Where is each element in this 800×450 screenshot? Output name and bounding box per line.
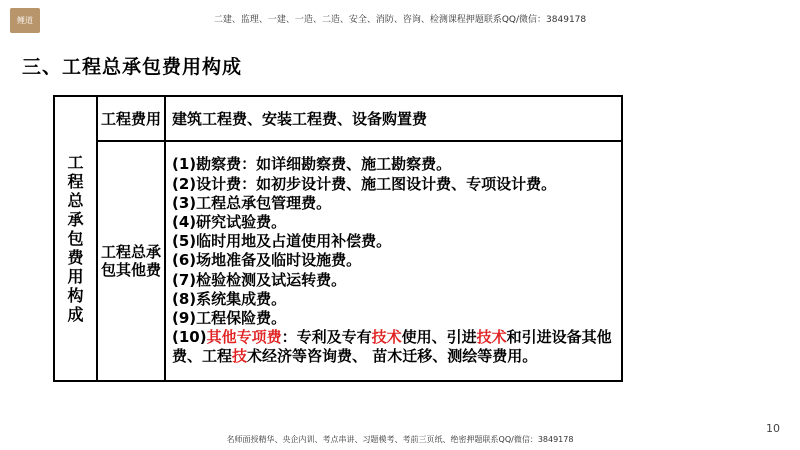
other-fee-content — [165, 141, 622, 381]
list-item: (7)检验检测及试运转费。 — [172, 270, 347, 289]
item10-highlight: 其他专项费 — [206, 328, 282, 347]
top-banner-text: 二建、监理、一建、一造、二造、安全、消防、咨询、检测课程押题联系QQ/微信：3849178 — [213, 15, 587, 25]
item10-prefix: (10) — [172, 328, 207, 347]
vertical-header-char: 工 — [67, 153, 84, 172]
vertical-header-char: 用 — [67, 267, 84, 286]
list-item: (5)临时用地及占道使用补偿费。 — [172, 232, 392, 251]
engineering-fee-content: 建筑工程费、安装工程费、设备购置费 — [165, 96, 622, 141]
list-item: (3)工程总承包管理费。 — [172, 193, 332, 212]
logo: 鲤道 — [10, 8, 40, 33]
list-item: (1)勘察费：如详细勘察费、施工勘察费。 — [172, 155, 452, 174]
vertical-header-char: 费 — [67, 248, 84, 267]
cost-composition-table — [53, 95, 623, 382]
list-item: (4)研究试验费。 — [172, 212, 287, 231]
item10-part2: 使用、引进 — [401, 328, 477, 347]
vertical-header-char: 程 — [67, 172, 84, 191]
table-row-other-fee — [54, 141, 622, 381]
item10-part3: 和引进设备其他费、工程 — [172, 328, 612, 366]
vertical-header-char: 成 — [67, 305, 84, 324]
category-engineering-fee: 工程费用 — [97, 96, 165, 141]
list-item: (8)系统集成费。 — [172, 289, 287, 308]
bottom-banner-text: 名师面授精华、央企内训、考点串讲、习题模考、考前三页纸、绝密押题联系QQ/微信：3849178 — [226, 435, 574, 444]
vertical-header-char: 承 — [67, 210, 84, 229]
category-other-fee: 工程总承包其他费 — [97, 141, 165, 381]
item10-part1: ：专利及专有 — [281, 328, 372, 347]
list-item: (2)设计费：如初步设计费、施工图设计费、专项设计费。 — [172, 174, 557, 193]
vertical-header-char: 包 — [67, 229, 84, 248]
list-item: (9)工程保险费。 — [172, 309, 287, 327]
item10-tech1: 技术 — [371, 328, 402, 347]
list-item-special-fee — [172, 328, 621, 366]
page-number: 10 — [766, 422, 780, 435]
table-row-engineering-fee — [54, 96, 622, 141]
vertical-header-char: 总 — [67, 191, 84, 210]
vertical-header-char: 构 — [67, 286, 84, 305]
item10-tech2: 技术 — [476, 328, 507, 347]
other-fee-list — [172, 155, 621, 366]
slide-title: 三、工程总承包费用构成 — [22, 56, 243, 78]
item10-tech3: 技 — [232, 347, 248, 366]
list-item: (6)场地准备及临时设施费。 — [172, 251, 362, 270]
vertical-header-cell — [54, 96, 97, 381]
item10-part4: 术经济等咨询费、 苗木迁移、测绘等费用。 — [247, 347, 538, 366]
